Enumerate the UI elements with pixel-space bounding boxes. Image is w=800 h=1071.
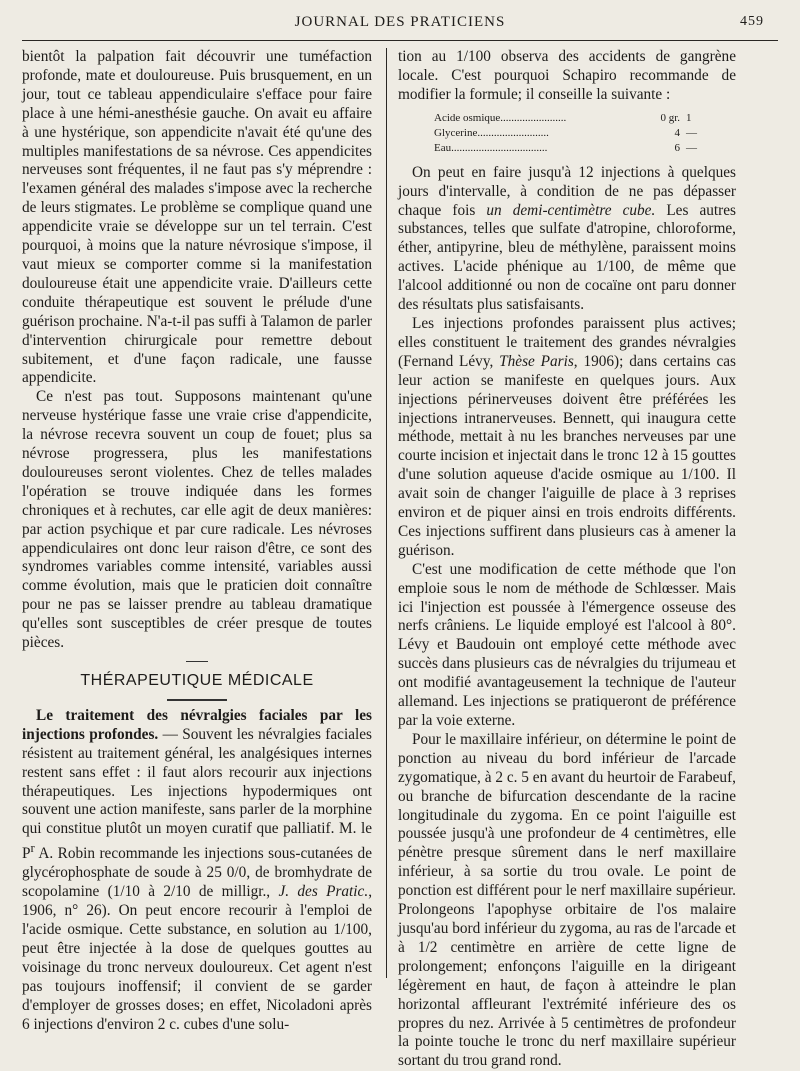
page-number: 459: [740, 14, 764, 29]
article-paragraph: Le traitement des névralgies faciales par les injections profondes. — Souvent les névralgies faciales résistent au traitement général, les analgésiques internes restent sans effet : il faut alors recourir aux injections thérapeutiques. Les injections hypodermiques ont souvent une action manifeste, sans parler de la morphine qui constitue plutôt un moyen curatif que palliatif. M. le $P^r$ A. Robin recommande les injections sous-cutanées de glycérophosphate de soude à 25 0/0, de bromhydrate de scopolamine (1/10 à 2/10 de milligr., J. des Pratic., 1906, n° 26). On peut encore recourir à l'emploi de l'acide osmique. Cette substance, en solution au 1/100, peut être injectée à la dose de quelques gouttes au voisinage du tronc nerveux douloureux. Cet agent n'est pas toujours inoffensif; il convient de se garder d'employer de grosses doses; en effet, Nicoladoni après 6 injections d'environ 2 c. cubes d'une solu-: [22, 706, 373, 1033]
running-header: [22, 10, 778, 34]
journal-title: JOURNAL DES PRATICIENS: [294, 14, 506, 30]
paragraph: C'est une modification de cette méthode que l'on emploie sous le nom de méthode de Schlœsser. Mais ici l'injection est poussée à l'émergence osseuse des nerfs crâniens. Le liquide employé est l'alcool à 80°. Lévy et Baudouin ont employé cette méthode avec succès dans plusieurs cas de névralgies du trijumeau et ont modifié avantageusement la technique de l'auteur allemand. Les injections se pratiqueront de préférence par la voie externe.: [398, 560, 736, 729]
paragraph: bientôt la palpation fait découvrir une tuméfaction profonde, mate et douloureuse. Puis brusquement, en un jour, tout ce tableau appendiculaire s'efface pour faire place à une hémi-anesthésie gauche. On avait eu affaire à une hystérique, son appendicite n'avait été qu'une des multiples manifestations de sa névrose. Ces appendicites nerveuses sont fréquentes, il ne faut pas s'y méprendre : l'examen général des malades s'impose avec la recherche de leurs stigmates. Le problème se complique quand une appendicite vraie se développe sur un tel terrain. C'est pourquoi, à moins que la nature névrosique s'impose, il vaut mieux se comporter comme si la manifestation douloureuse était une appendicite vraie. D'ailleurs cette conduite thérapeutique est souvent le prélude d'une guérison prochaine. N'a-t-il pas suffi à Talamon de parler d'intervention chirurgicale pour remettre debout subitement, et d'une façon radicale, une fausse appendicite.: [22, 48, 372, 387]
section-title: THÉRAPEUTIQUE MÉDICALE: [80, 672, 314, 689]
column-divider: [386, 48, 387, 978]
article-title: Le traitement des névralgies faciales par les injections profondes.: [22, 706, 372, 743]
section-divider: [186, 661, 208, 662]
paragraph: Les injections profondes paraissent plus actives; elles constituent le traitement des grandes névralgies (Fernand Lévy, Thèse Paris, 1906); dans certains cas leur action se manifeste en quelques jours. Aux injections périnerveuses doivent être préférées les injections intranerveuses. Bennett, qui inaugura cette méthode, mettait à nu les branches nerveuses par une courte incision et injectait dans le tronc 12 à 15 gouttes d'une solution aqueuse d'acide osmique au 1/100. Il avait soin de changer l'aiguille de place à 3 reprises environ et de piquer ainsi en trois endroits différents. Ces injections suffirent dans plusieurs cas à amener la guérison.: [398, 314, 736, 559]
citation: Thèse Paris: [499, 352, 574, 370]
paragraph: On peut en faire jusqu'à 12 injections à quelques jours d'intervalle, à condition de ne pas dépasser chaque fois un demi-centimètre cube. Les autres substances, telles que sulfate d'atropine, chloroforme, éther, antipyrine, bleu de méthylène, paraissent moins actives. L'acide phénique au 1/100, de même que l'alcool additionné ou non de cocaïne ont paru donner des résultats plus satisfaisants.: [398, 163, 736, 314]
right-column: [398, 48, 736, 1071]
section-underline: [167, 699, 227, 701]
formula-row: Eau................................... 6 —: [434, 141, 697, 154]
paragraph: Pour le maxillaire inférieur, on détermine le point de ponction au niveau du bord inférieur de l'arcade zygomatique, à 2 c. 5 en avant du heurtoir de Farabeuf, ou branche de bifurcation descendante de la racine longitudinale du zygoma. En ce point l'aiguille est poussée jusqu'à une profondeur de 4 centimètres, elle pénètre presque sûrement dans le nerf maxillaire inférieur, à sa sortie du trou ovale. Le point de ponction est différent pour le nerf maxillaire supérieur. Prolongeons l'apophyse orbitaire de l'os malaire jusqu'au bord inférieur du zygoma, au ras de l'arcade et à 1/2 centimètre en arrière de cette ligne de prolongement; enfonçons l'aiguille en la dirigeant légèrement en haut, de façon à atteindre le plan horizontal affleurant l'extrémité inférieure des os propres du nez. Arrivée à 5 centimètres de profondeur la pointe touche le tronc du nerf maxillaire supérieur sortant du trou grand rond.: [398, 730, 736, 1070]
formula-table: [434, 111, 736, 156]
formula-row: Glycerine.......................... 4 —: [434, 126, 697, 139]
left-column: [22, 48, 372, 1034]
section-heading-block: [22, 661, 372, 701]
citation: J. des Pratic.: [278, 883, 369, 901]
paragraph: tion au 1/100 observa des accidents de gangrène locale. C'est pourquoi Schapiro recommande de modifier la formule; il conseille la suivante :: [398, 48, 736, 103]
paragraph: Ce n'est pas tout. Supposons maintenant qu'une nerveuse hystérique fasse une vraie crise d'appendicite, la névrose recevra souvent un coup de fouet; plus sa névrose progressera, plus les manifestations douloureuses seront violentes. Chez de telles malades l'opération se trouve indiquée dans les formes chroniques et à rechutes, car elle agit de deux manières: par action psychique et par cure radicale. Les névroses appendiculaires ont donc leur raison d'être, ce sont des syndromes variables comme intensité, variables aussi comme évolution, mais que le praticien doit connaître pour ne pas se laisser prendre au tableau dramatique qu'elles sont susceptibles de créer presque de toutes pièces.: [22, 388, 372, 652]
formula-row: Acide osmique........................ 0 gr. 1: [434, 111, 692, 124]
header-rule: [22, 40, 778, 41]
